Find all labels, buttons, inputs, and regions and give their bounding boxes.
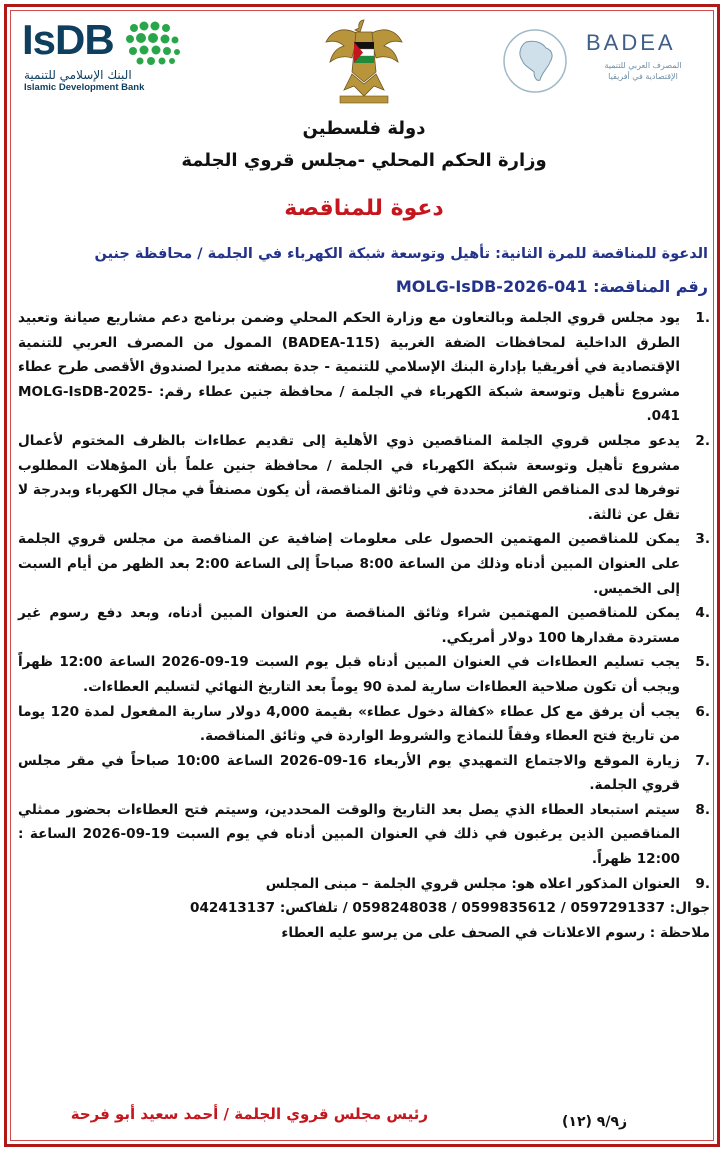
item-number: .5: [695, 654, 710, 671]
item-number: .2: [695, 432, 710, 449]
item-number: .1: [695, 310, 710, 326]
list-item: [18, 601, 710, 650]
ad-code: ز٩/٩ (١٢): [562, 1114, 628, 1130]
note-line: ملاحظة : رسوم الاعلانات في الصحف على من يرسو عليه العطاء: [281, 924, 710, 941]
list-item: [18, 700, 710, 749]
state-title: دولة فلسطين: [302, 118, 426, 139]
badea-arabic-name: المصرف العربي للتنمية الإقتصادية في أفريقيا: [604, 61, 682, 81]
list-item: [18, 872, 710, 897]
isdb-english-name: Islamic Development Bank: [24, 82, 145, 93]
badea-logo: [498, 22, 708, 102]
tender-reference: رقم المناقصة: MOLG-IsDB-2026-041: [395, 277, 708, 296]
item-number: .7: [695, 752, 710, 769]
tender-terms: [18, 306, 710, 945]
isdb-arabic-name: البنك الإسلامي للتنمية: [24, 68, 132, 82]
item-text: يجب تسليم العطاءات في العنوان المبين أدناه قبل يوم السبت 19-09-2026 الساعة 12:00 ظهراً ويجب أن تكون صلاحية العطاءات سارية لمدة 90 يوماً بعد التاريخ النهائي لتسليم العطاءات.: [18, 654, 680, 695]
item-text: زيارة الموقع والاجتماع التمهيدي يوم الأربعاء 16-09-2026 الساعة 10:00 صباحاً في مقر مجلس قروي الجلمة.: [18, 752, 680, 794]
item-text: يمكن للمناقصين المهتمين شراء وثائق المناقصة من العنوان المبين أدناه، وبعد دفع رسوم غير مستردة مقدارها 100 دولار أمريكي.: [18, 605, 680, 646]
list-item: [18, 429, 710, 527]
item-text: يمكن للمناقصين المهتمين الحصول على معلومات إضافية عن المناقصة من مجلس قروي الجلمة على العنوان المبين أدناه وذلك من الساعة 8:00 صباحاً إلى الساعة 2:00 بعد الظهر من أيام السبت إلى الخميس.: [18, 531, 680, 597]
item-number: .4: [695, 605, 710, 622]
isdb-logo: [22, 16, 182, 96]
item-number: .9: [695, 875, 710, 892]
badea-logo-text: BADEA: [586, 30, 676, 55]
item-number: .8: [695, 801, 710, 818]
tender-invitation-title: دعوة للمناقصة: [284, 196, 444, 221]
item-text: العنوان المذكور اعلاه هو: مجلس قروي الجلمة – مبنى المجلس: [265, 875, 680, 892]
item-number: .6: [695, 703, 710, 720]
list-item: [18, 306, 710, 429]
isdb-dots-icon: [124, 18, 184, 68]
item-text: سيتم استبعاد العطاء الذي يصل بعد التاريخ والوقت المحددين، وسيتم فتح العطاءات بحضور ممثلي المناقصين الذين يرغبون في ذلك في العنوان المبين أدناه في يوم السبت 19-09-2026 الساعة : 12:00 ظهراً.: [18, 801, 680, 868]
item-text: يدعو مجلس قروي الجلمة المناقصين ذوي الأهلية إلى تقديم عطاءات بالظرف المختوم لأعمال مشروع تأهيل وتوسعة شبكة الكهرباء في الجلمة / محافظة جنين علماً بأن المؤهلات المطلوب توفرها لدى المناقص الفائز محددة في وثائق المناقصة، أن يكون مصنفاً في مجال الكهرباء وبدرجة لا تقل عن ثالثة.: [18, 432, 680, 523]
item-number: .3: [695, 531, 710, 548]
list-item: [18, 749, 710, 798]
contact-line: جوال: 0597291337 / 0599835612 / 0598248038 / تلفاكس: 042413137: [189, 900, 710, 917]
council-head-signature: رئيس مجلس قروي الجلمة / أحمد سعيد أبو فرحة: [70, 1105, 428, 1123]
tender-subject: الدعوة للمناقصة للمرة الثانية: تأهيل وتوسعة شبكة الكهرباء في الجلمة / محافظة جنين: [94, 246, 708, 262]
ministry-title: وزارة الحكم المحلي -مجلس قروي الجلمة: [181, 150, 547, 171]
item-text: يود مجلس قروي الجلمة وبالتعاون مع وزارة الحكم المحلي وضمن برنامج دعم مشاريع صيانة وتعبيد الطرق الداخلية لمحافظات الضفة الغربية (BADEA-115) الممول من المصرف العربي للتنمية الإقتصادية في أفريقيا بإدارة البنك الإسلامي للتنمية - جدة بصفته مديرا لصندوق الأقصى طرح عطاء مشروع تأهيل وتوسعة شبكة الكهرباء في الجلمة / محافظة جنين عطاء رقم: MOLG-IsDB-2025-041.: [18, 310, 680, 425]
list-item: [18, 798, 710, 872]
africa-globe-icon: [502, 28, 568, 94]
isdb-logo-text: IsDB: [22, 16, 114, 63]
list-item: [18, 650, 710, 699]
list-item: [18, 527, 710, 601]
palestine-eagle-emblem-icon: [322, 12, 406, 104]
item-text: يجب أن يرفق مع كل عطاء «كفالة دخول عطاء» بقيمة 4,000 دولار سارية المفعول لمدة 120 يوما من تاريخ فتح العطاء وفقاً للنماذج والشروط الواردة في وثائق المناقصة.: [18, 703, 681, 745]
